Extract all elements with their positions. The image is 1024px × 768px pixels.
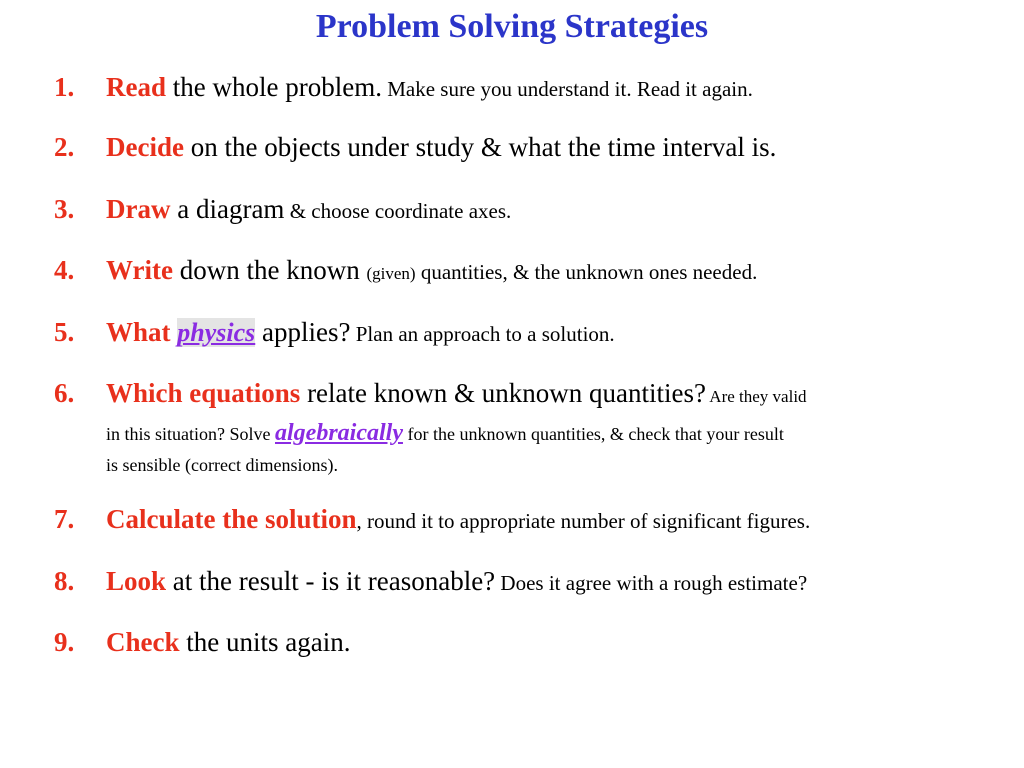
algebraically-link[interactable]: algebraically [275,420,403,446]
item-subtext: Does it agree with a rough estimate? [495,571,808,595]
item-keyword: What [106,317,178,347]
item-subtext: Make sure you understand it. Read it again. [381,77,753,101]
item-text: applies? [255,317,351,347]
item-text: for the unknown quantities, & check that your result [402,424,784,444]
item-text: the whole problem. [166,72,382,102]
item-subtext: , round it to appropriate number of significant figures. [356,509,811,533]
item-keyword: Which equations [106,378,301,408]
item-text: at the result - is it reasonable? [166,566,496,596]
item-number: 2. [54,132,75,162]
item-number: 8. [54,566,75,596]
item-subtext: quantities, & the unknown ones needed. [415,260,758,284]
item-number: 1. [54,72,75,102]
item-keyword: Write [106,255,173,285]
item-text: on the objects under study & what the time interval is. [183,132,777,162]
item-text: a diagram [170,194,285,224]
item-text: in this situation? Solve [106,424,275,444]
item-number: 4. [54,255,75,285]
item-text: the units again. [179,627,351,657]
item-subtext: & choose coordinate axes. [284,199,512,223]
item-subtext: Plan an approach to a solution. [350,322,615,346]
item-subtext: Are they valid [705,387,807,406]
item-number: 6. [54,378,75,408]
item-keyword: Draw [106,194,171,224]
item-text: relate known & unknown quantities? [300,378,706,408]
item-text: is sensible (correct dimensions). [106,455,338,475]
item-keyword: Read [106,72,166,102]
item-number: 7. [54,504,75,534]
item-number: 3. [54,194,75,224]
item-aside: (given) [366,264,416,283]
item-keyword: Check [106,627,180,657]
page-title: Problem Solving Strategies [315,8,709,45]
physics-link[interactable]: physics [177,318,256,347]
item-number: 5. [54,317,75,347]
item-text: down the known [172,255,367,285]
item-keyword: Calculate the solution [106,504,357,534]
item-keyword: Decide [106,132,184,162]
item-keyword: Look [106,566,167,596]
item-number: 9. [54,627,75,657]
